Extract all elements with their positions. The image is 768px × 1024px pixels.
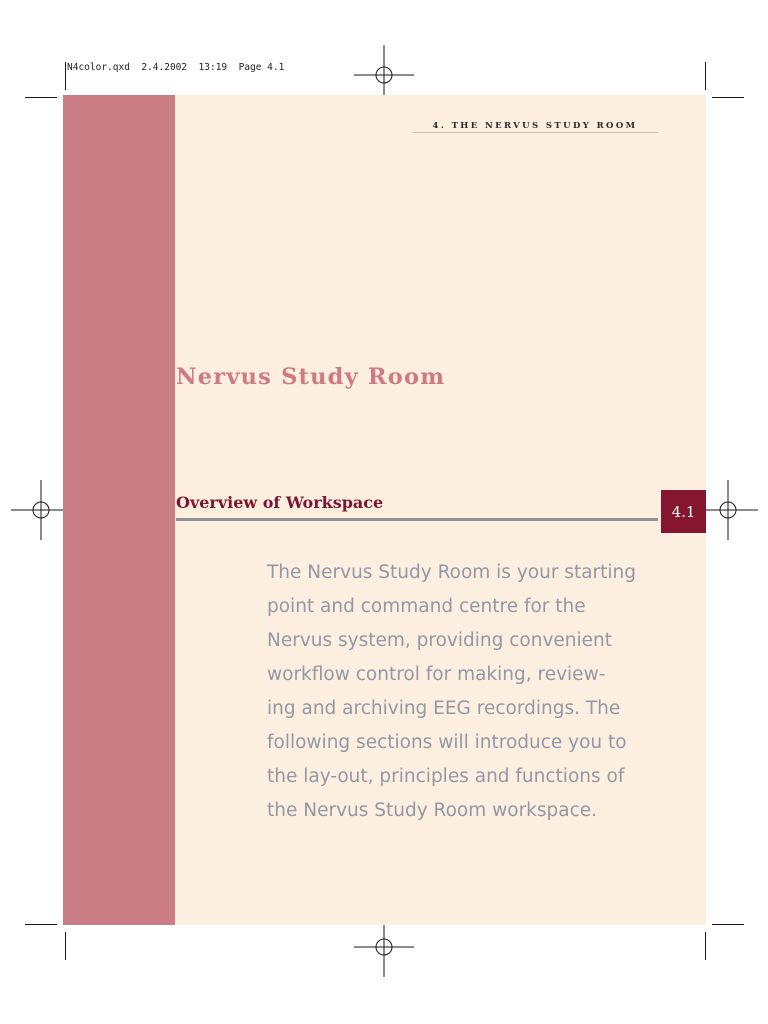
section-divider bbox=[176, 518, 658, 521]
body-line: workflow control for making, review- bbox=[267, 664, 606, 685]
section-heading: Overview of Workspace bbox=[176, 493, 384, 512]
crop-mark-bottom-right-h bbox=[712, 924, 744, 925]
crop-mark-top-left-h bbox=[25, 97, 57, 98]
body-line: ing and archiving EEG recordings. The bbox=[267, 698, 621, 719]
registration-mark-left-icon bbox=[11, 480, 71, 540]
printer-slug: N4color.qxd 2.4.2002 13:19 Page 4.1 bbox=[67, 62, 285, 73]
crop-mark-top-right-v bbox=[705, 62, 706, 90]
body-line: Nervus system, providing convenient bbox=[267, 630, 613, 651]
body-line: The Nervus Study Room is your starting bbox=[267, 562, 636, 583]
sidebar-color-band bbox=[63, 95, 175, 925]
section-number-tab: 4.1 bbox=[661, 490, 706, 533]
body-line: the lay-out, principles and functions of bbox=[267, 766, 625, 787]
page-title: Nervus Study Room bbox=[176, 364, 446, 390]
crop-mark-top-right-h bbox=[712, 97, 744, 98]
registration-mark-bottom-icon bbox=[354, 917, 414, 977]
crop-mark-top-left-v bbox=[65, 62, 66, 90]
running-head: 4. THE NERVUS STUDY ROOM bbox=[432, 121, 638, 131]
crop-mark-bottom-right-v bbox=[705, 932, 706, 960]
registration-mark-right-icon bbox=[698, 480, 758, 540]
crop-mark-bottom-left-v bbox=[65, 932, 66, 960]
body-paragraph bbox=[267, 556, 647, 828]
running-head-rule bbox=[412, 132, 658, 133]
body-line: point and command centre for the bbox=[267, 596, 586, 617]
crop-mark-bottom-left-h bbox=[25, 924, 57, 925]
body-line: following sections will introduce you to bbox=[267, 732, 627, 753]
body-line: the Nervus Study Room workspace. bbox=[267, 800, 598, 821]
